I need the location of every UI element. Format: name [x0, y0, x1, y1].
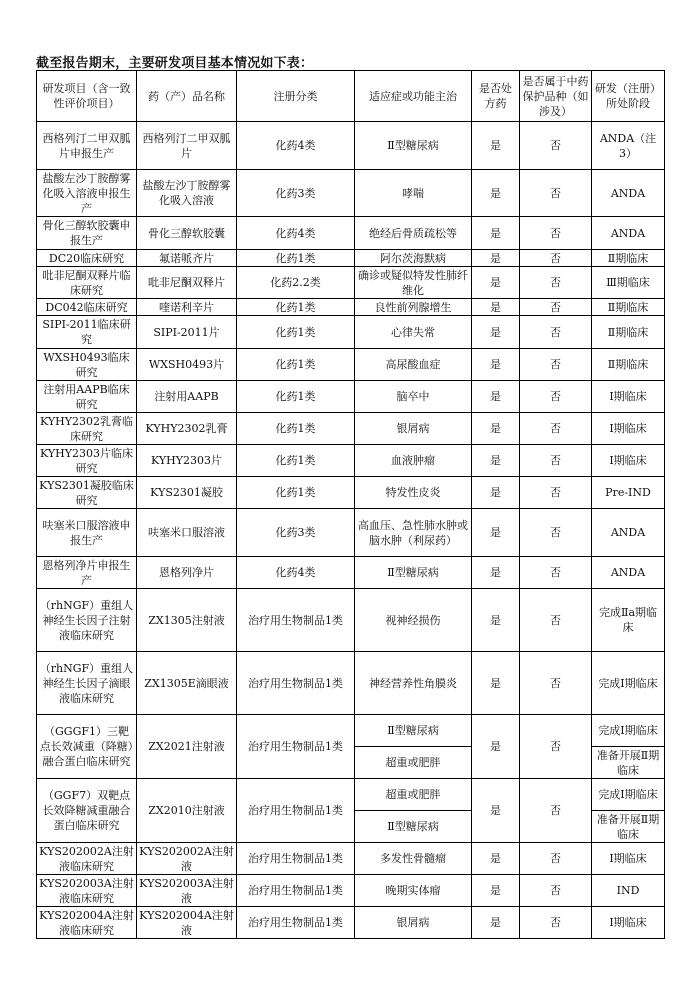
cell-indication: 良性前列腺增生	[355, 299, 472, 316]
table-row	[37, 652, 665, 715]
cell-category: 化药1类	[237, 413, 355, 445]
cell-project: 注射用AAPB临床研究	[37, 381, 137, 413]
cell-stage: Pre-IND	[592, 477, 665, 509]
cell-rx: 是	[472, 217, 520, 250]
table-row	[37, 589, 665, 652]
cell-stage: 准备开展Ⅱ期临床	[592, 811, 665, 843]
cell-product: KYS202004A注射液	[137, 907, 237, 939]
cell-category: 化药1类	[237, 477, 355, 509]
cell-project: （GGF7）双靶点长效降糖减重融合蛋白临床研究	[37, 779, 137, 843]
cell-tcm-protect: 否	[520, 170, 592, 217]
table-row	[37, 413, 665, 445]
table-row	[37, 267, 665, 299]
cell-product: KYHY2302乳膏	[137, 413, 237, 445]
cell-project: （rhNGF）重组人神经生长因子滴眼液临床研究	[37, 652, 137, 715]
cell-project: KYS202004A注射液临床研究	[37, 907, 137, 939]
cell-product: ZX1305E滴眼液	[137, 652, 237, 715]
cell-tcm-protect: 否	[520, 843, 592, 875]
cell-rx: 是	[472, 316, 520, 349]
cell-stage: Ⅲ期临床	[592, 267, 665, 299]
cell-indication: 特发性皮炎	[355, 477, 472, 509]
research-projects-table	[36, 70, 665, 939]
cell-indication: 超重或肥胖	[355, 747, 472, 779]
cell-tcm-protect: 否	[520, 509, 592, 557]
cell-category: 化药1类	[237, 381, 355, 413]
cell-project: 盐酸左沙丁胺醇雾化吸入溶液申报生产	[37, 170, 137, 217]
cell-product: 喹诺利辛片	[137, 299, 237, 316]
cell-indication: 绝经后骨质疏松等	[355, 217, 472, 250]
cell-tcm-protect: 否	[520, 349, 592, 381]
table-row	[37, 299, 665, 316]
cell-rx: 是	[472, 250, 520, 267]
table-row	[37, 349, 665, 381]
cell-rx: 是	[472, 267, 520, 299]
cell-category: 化药2.2类	[237, 267, 355, 299]
cell-rx: 是	[472, 445, 520, 477]
cell-rx: 是	[472, 349, 520, 381]
cell-tcm-protect: 否	[520, 299, 592, 316]
cell-stage: 完成Ⅰ期临床	[592, 652, 665, 715]
table-row	[37, 715, 665, 747]
cell-product: ZX2021注射液	[137, 715, 237, 779]
table-row	[37, 250, 665, 267]
cell-indication: 神经营养性角膜炎	[355, 652, 472, 715]
cell-category: 治疗用生物制品1类	[237, 589, 355, 652]
cell-rx: 是	[472, 875, 520, 907]
cell-project: 吡非尼酮双释片临床研究	[37, 267, 137, 299]
cell-indication: 高尿酸血症	[355, 349, 472, 381]
cell-indication: 高血压、急性肺水肿或脑水肿（利尿药）	[355, 509, 472, 557]
cell-stage: 完成Ⅱa期临床	[592, 589, 665, 652]
cell-project: WXSH0493临床研究	[37, 349, 137, 381]
cell-stage: ANDA	[592, 509, 665, 557]
cell-tcm-protect: 否	[520, 217, 592, 250]
cell-indication: Ⅱ型糖尿病	[355, 557, 472, 589]
cell-tcm-protect: 否	[520, 715, 592, 779]
cell-category: 治疗用生物制品1类	[237, 715, 355, 779]
header-tcm-protect: 是否属于中药保护品种（如涉及）	[520, 71, 592, 122]
table-row	[37, 316, 665, 349]
cell-indication: 阿尔茨海默病	[355, 250, 472, 267]
cell-stage: Ⅰ期临床	[592, 907, 665, 939]
cell-indication: 晚期实体瘤	[355, 875, 472, 907]
cell-category: 化药1类	[237, 316, 355, 349]
cell-product: 呋塞米口服溶液	[137, 509, 237, 557]
cell-tcm-protect: 否	[520, 557, 592, 589]
cell-category: 化药1类	[237, 299, 355, 316]
cell-project: KYS202003A注射液临床研究	[37, 875, 137, 907]
cell-product: 注射用AAPB	[137, 381, 237, 413]
cell-indication: 视神经损伤	[355, 589, 472, 652]
cell-category: 化药1类	[237, 349, 355, 381]
cell-product: 吡非尼酮双释片	[137, 267, 237, 299]
cell-project: KYS2301凝胶临床研究	[37, 477, 137, 509]
cell-rx: 是	[472, 779, 520, 843]
cell-tcm-protect: 否	[520, 589, 592, 652]
cell-tcm-protect: 否	[520, 381, 592, 413]
cell-indication: Ⅱ型糖尿病	[355, 122, 472, 170]
cell-tcm-protect: 否	[520, 250, 592, 267]
table-row	[37, 381, 665, 413]
cell-category: 治疗用生物制品1类	[237, 843, 355, 875]
cell-stage: 完成Ⅰ期临床	[592, 715, 665, 747]
cell-project: 呋塞米口服溶液申报生产	[37, 509, 137, 557]
cell-project: 骨化三醇软胶囊申报生产	[37, 217, 137, 250]
cell-rx: 是	[472, 299, 520, 316]
table-row	[37, 217, 665, 250]
cell-project: 西格列汀二甲双胍片申报生产	[37, 122, 137, 170]
cell-rx: 是	[472, 122, 520, 170]
cell-tcm-protect: 否	[520, 477, 592, 509]
table-row	[37, 779, 665, 811]
cell-stage: IND	[592, 875, 665, 907]
cell-product: SIPI-2011片	[137, 316, 237, 349]
cell-rx: 是	[472, 715, 520, 779]
cell-category: 化药4类	[237, 557, 355, 589]
page-title: 截至报告期末，主要研发项目基本情况如下表：	[36, 56, 314, 71]
cell-stage: Ⅱ期临床	[592, 349, 665, 381]
cell-product: WXSH0493片	[137, 349, 237, 381]
table-row	[37, 170, 665, 217]
cell-rx: 是	[472, 843, 520, 875]
cell-stage: ANDA（注3）	[592, 122, 665, 170]
cell-category: 治疗用生物制品1类	[237, 779, 355, 843]
cell-tcm-protect: 否	[520, 779, 592, 843]
cell-product: 骨化三醇软胶囊	[137, 217, 237, 250]
cell-category: 治疗用生物制品1类	[237, 652, 355, 715]
cell-stage: ANDA	[592, 170, 665, 217]
cell-stage: ANDA	[592, 557, 665, 589]
cell-tcm-protect: 否	[520, 445, 592, 477]
cell-product: ZX1305注射液	[137, 589, 237, 652]
cell-project: （GGGF1）三靶点长效减重（降糖）融合蛋白临床研究	[37, 715, 137, 779]
cell-project: SIPI-2011临床研究	[37, 316, 137, 349]
cell-rx: 是	[472, 509, 520, 557]
cell-product: KYS202003A注射液	[137, 875, 237, 907]
cell-stage: 完成Ⅰ期临床	[592, 779, 665, 811]
cell-stage: 准备开展Ⅱ期临床	[592, 747, 665, 779]
cell-tcm-protect: 否	[520, 413, 592, 445]
cell-category: 化药1类	[237, 250, 355, 267]
table-row	[37, 907, 665, 939]
table-header-row	[37, 71, 665, 122]
cell-product: KYHY2303片	[137, 445, 237, 477]
cell-product: 西格列汀二甲双胍片	[137, 122, 237, 170]
table-row	[37, 557, 665, 589]
cell-category: 化药3类	[237, 170, 355, 217]
cell-stage: Ⅱ期临床	[592, 299, 665, 316]
cell-rx: 是	[472, 413, 520, 445]
table-row	[37, 477, 665, 509]
cell-tcm-protect: 否	[520, 652, 592, 715]
cell-indication: Ⅱ型糖尿病	[355, 715, 472, 747]
table-row	[37, 509, 665, 557]
cell-rx: 是	[472, 652, 520, 715]
cell-rx: 是	[472, 589, 520, 652]
cell-stage: Ⅰ期临床	[592, 413, 665, 445]
cell-project: DC042临床研究	[37, 299, 137, 316]
header-project: 研发项目（含一致性评价项目）	[37, 71, 137, 122]
table-row	[37, 445, 665, 477]
cell-project: （rhNGF）重组人神经生长因子注射液临床研究	[37, 589, 137, 652]
cell-indication: 银屑病	[355, 907, 472, 939]
cell-product: KYS202002A注射液	[137, 843, 237, 875]
cell-tcm-protect: 否	[520, 122, 592, 170]
header-product: 药（产）品名称	[137, 71, 237, 122]
header-rx: 是否处方药	[472, 71, 520, 122]
cell-product: 氟诺哌齐片	[137, 250, 237, 267]
cell-project: KYS202002A注射液临床研究	[37, 843, 137, 875]
cell-category: 化药3类	[237, 509, 355, 557]
cell-product: 恩格列净片	[137, 557, 237, 589]
cell-product: 盐酸左沙丁胺醇雾化吸入溶液	[137, 170, 237, 217]
cell-indication: 超重或肥胖	[355, 779, 472, 811]
cell-indication: 银屑病	[355, 413, 472, 445]
cell-category: 化药4类	[237, 217, 355, 250]
cell-indication: 哮喘	[355, 170, 472, 217]
cell-rx: 是	[472, 477, 520, 509]
cell-project: 恩格列净片申报生产	[37, 557, 137, 589]
cell-tcm-protect: 否	[520, 875, 592, 907]
cell-indication: 血液肿瘤	[355, 445, 472, 477]
cell-stage: Ⅱ期临床	[592, 316, 665, 349]
cell-stage: Ⅰ期临床	[592, 445, 665, 477]
table-row	[37, 122, 665, 170]
cell-project: DC20临床研究	[37, 250, 137, 267]
cell-project: KYHY2302乳膏临床研究	[37, 413, 137, 445]
cell-rx: 是	[472, 907, 520, 939]
table-row	[37, 843, 665, 875]
header-stage: 研发（注册）所处阶段	[592, 71, 665, 122]
cell-indication: 心律失常	[355, 316, 472, 349]
cell-stage: Ⅱ期临床	[592, 250, 665, 267]
cell-indication: 脑卒中	[355, 381, 472, 413]
cell-indication: 确诊或疑似特发性肺纤维化	[355, 267, 472, 299]
cell-rx: 是	[472, 170, 520, 217]
cell-category: 治疗用生物制品1类	[237, 907, 355, 939]
cell-product: KYS2301凝胶	[137, 477, 237, 509]
table-row	[37, 875, 665, 907]
cell-tcm-protect: 否	[520, 316, 592, 349]
cell-indication: Ⅱ型糖尿病	[355, 811, 472, 843]
cell-tcm-protect: 否	[520, 267, 592, 299]
cell-stage: Ⅰ期临床	[592, 843, 665, 875]
cell-rx: 是	[472, 381, 520, 413]
header-indication: 适应症或功能主治	[355, 71, 472, 122]
cell-project: KYHY2303片临床研究	[37, 445, 137, 477]
cell-category: 化药1类	[237, 445, 355, 477]
header-category: 注册分类	[237, 71, 355, 122]
cell-product: ZX2010注射液	[137, 779, 237, 843]
cell-stage: Ⅰ期临床	[592, 381, 665, 413]
cell-category: 化药4类	[237, 122, 355, 170]
cell-rx: 是	[472, 557, 520, 589]
cell-stage: ANDA	[592, 217, 665, 250]
cell-indication: 多发性骨髓瘤	[355, 843, 472, 875]
cell-category: 治疗用生物制品1类	[237, 875, 355, 907]
cell-tcm-protect: 否	[520, 907, 592, 939]
